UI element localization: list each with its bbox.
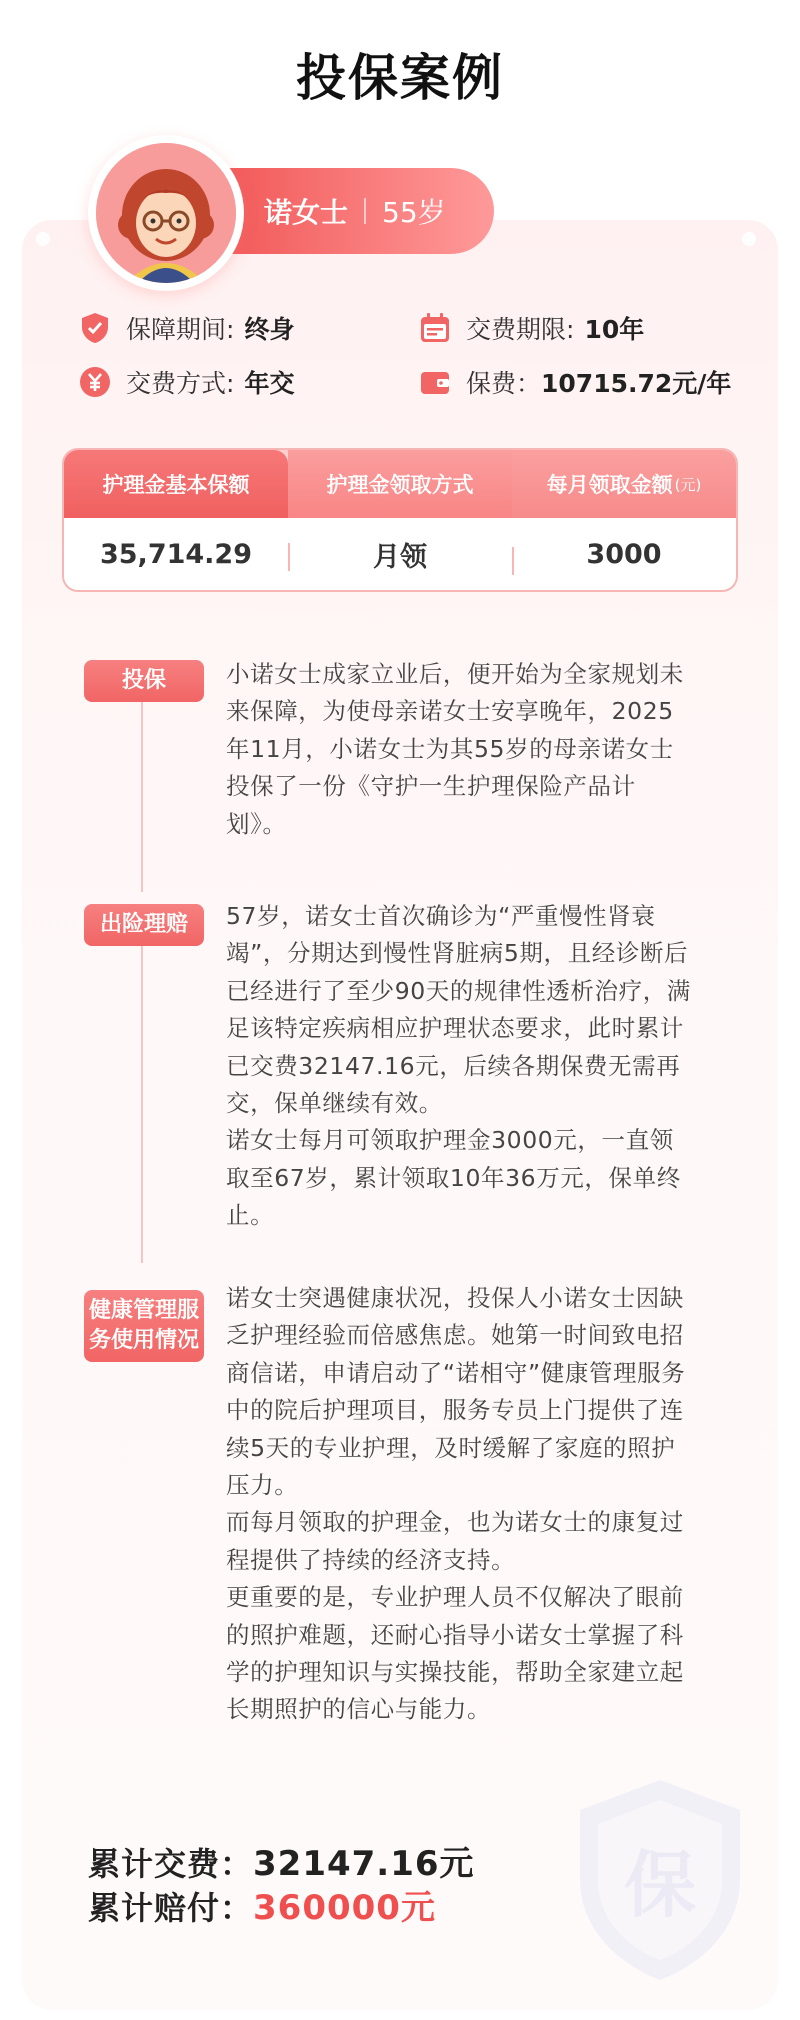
timeline-text	[226, 1280, 696, 1729]
total-label: 累计交费：	[88, 1845, 254, 1883]
info-value: 年交	[244, 369, 295, 398]
info-label: 保障期间:	[126, 315, 235, 344]
info-value: 10715.72元/年	[541, 369, 732, 398]
paragraph: 小诺女士成家立业后，便开始为全家规划未来保障，为使母亲诺女士安享晚年，2025年11月，小诺女士为其55岁的母亲诺女士投保了一份《守护一生护理保险产品计划》。	[226, 660, 684, 838]
table-header	[64, 450, 736, 518]
info-label: 交费期限:	[466, 315, 575, 344]
total-paid	[88, 1836, 475, 1885]
total-value: 32147.16元	[253, 1844, 475, 1884]
timeline-tag: 出险理赔	[84, 904, 204, 946]
calendar-icon	[418, 311, 452, 345]
paragraph: 更重要的是，专业护理人员不仅解决了眼前的照护难题，还耐心指导小诺女士掌握了科学的护理知识与实操技能，帮助全家建立起长期照护的信心与能力。	[226, 1583, 684, 1724]
timeline-tag: 投保	[84, 660, 204, 702]
total-value: 360000元	[253, 1888, 436, 1928]
shield-check-icon	[78, 311, 112, 345]
table-header-text: 每月领取金额	[546, 473, 673, 497]
info-period	[78, 310, 294, 346]
yuan-coin-icon	[78, 365, 112, 399]
timeline-line	[141, 700, 143, 892]
profile-pill	[228, 168, 494, 254]
grandma-illustration-icon	[96, 143, 236, 283]
table-header-cell	[512, 450, 736, 518]
wallet-icon	[418, 365, 452, 399]
watermark-text: 保	[623, 1843, 697, 1927]
timeline-text	[226, 898, 696, 1235]
table-cell: 35,714.29	[99, 538, 253, 570]
page-title: 投保案例	[296, 49, 504, 107]
paragraph: 诺女士每月可领取护理金3000元，一直领取至67岁，累计领取10年36万元，保单终止。	[226, 1126, 681, 1230]
table-header-unit: (元)	[674, 475, 702, 494]
info-pay-mode	[78, 364, 294, 400]
info-label: 交费方式:	[126, 369, 235, 398]
paragraph: 而每月领取的护理金，也为诺女士的康复过程提供了持续的经济支持。	[226, 1508, 684, 1574]
divider	[364, 198, 366, 224]
timeline-tag: 健康管理服务使用情况	[84, 1290, 204, 1362]
paragraph: 诺女士突遇健康状况，投保人小诺女士因缺乏护理经验而倍感焦虑。她第一时间致电招商信诺，申请启动了“诺相守”健康管理服务中的院后护理项目，服务专员上门提供了连续5天的专业护理，及时缓解了家庭的照护压力。	[226, 1284, 686, 1500]
total-label: 累计赔付：	[88, 1889, 254, 1927]
decor-dot	[36, 232, 50, 246]
timeline-text	[226, 656, 696, 843]
info-premium	[418, 364, 731, 400]
decor-dot	[742, 232, 756, 246]
total-claim	[88, 1880, 436, 1929]
info-value: 终身	[244, 315, 295, 344]
table-cell: 3000	[512, 539, 736, 570]
timeline-line	[141, 945, 143, 1263]
table-header-cell: 护理金基本保额	[64, 450, 288, 518]
paragraph: 57岁，诺女士首次确诊为“严重慢性肾衰竭”，分期达到慢性肾脏病5期，且经诊断后已经进行了至少90天的规律性透析治疗，满足该特定疾病相应护理状态要求，此时累计已交费32147.16元，后续各期保费无需再交，保单继续有效。	[226, 902, 691, 1118]
table-row	[64, 518, 736, 590]
table-header-cell: 护理金领取方式	[288, 450, 512, 518]
benefit-table	[62, 448, 738, 592]
info-pay-term	[418, 310, 644, 346]
profile-age: 55岁	[382, 196, 446, 229]
table-cell: 月领	[288, 535, 512, 574]
info-value: 10年	[584, 315, 645, 344]
shield-watermark-icon	[560, 1770, 760, 1990]
info-label: 保费：	[466, 369, 542, 398]
avatar	[88, 135, 244, 291]
profile-name: 诺女士	[264, 196, 349, 229]
